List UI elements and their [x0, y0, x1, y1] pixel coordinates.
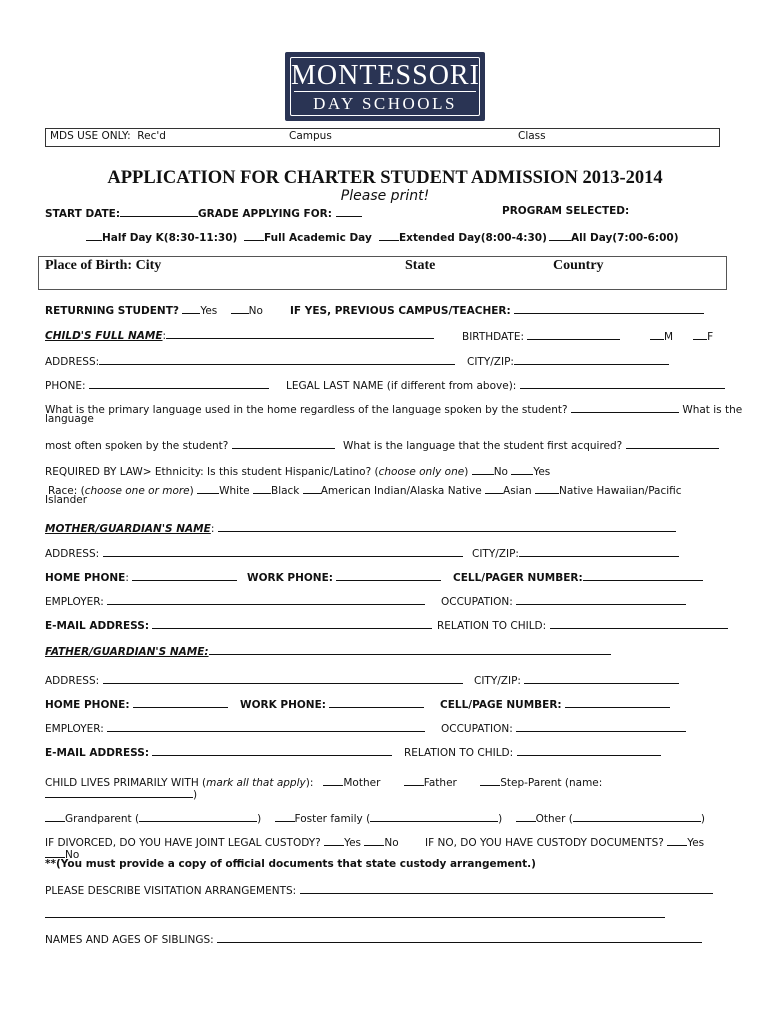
custody-docs-no-row: No [45, 846, 79, 861]
sex-row: M F [650, 328, 713, 343]
program-selected-label: PROGRAM SELECTED: [502, 205, 630, 217]
father-email-field[interactable] [152, 744, 392, 756]
father-relation-field[interactable] [517, 744, 661, 756]
mother-email-field[interactable] [152, 617, 432, 629]
sex-f-field[interactable] [693, 328, 707, 340]
lives-with-row: CHILD LIVES PRIMARILY WITH (mark all that apply): Mother Father Step-Parent (name: [45, 774, 602, 789]
hispanic-yes-field[interactable] [511, 463, 533, 475]
program-extended-day[interactable]: Extended Day(8:00-4:30) [379, 229, 547, 244]
child-phone-row: PHONE: [45, 377, 269, 392]
start-date-row: START DATE: GRADE APPLYING FOR: [45, 205, 362, 220]
custody-docs-yes[interactable] [667, 834, 687, 846]
mother-occupation-row: OCCUPATION: [441, 593, 686, 608]
program-full-academic[interactable]: Full Academic Day [244, 229, 372, 244]
ethnicity-row: REQUIRED BY LAW> Ethnicity: Is this student Hispanic/Latino? (choose only one) No Yes [45, 463, 550, 478]
mother-cell-row: CELL/PAGER NUMBER: [453, 569, 703, 584]
logo-line1: MONTESSORI [291, 60, 480, 91]
father-occupation-field[interactable] [516, 720, 686, 732]
father-cell-row: CELL/PAGE NUMBER: [440, 696, 670, 711]
father-home-phone-field[interactable] [133, 696, 228, 708]
father-occupation-row: OCCUPATION: [441, 720, 686, 735]
joint-custody-row: IF DIVORCED, DO YOU HAVE JOINT LEGAL CUSTODY? Yes No [45, 834, 399, 849]
mother-home-phone-field[interactable] [132, 569, 237, 581]
school-logo [285, 52, 485, 121]
father-home-phone-row: HOME PHONE: [45, 696, 228, 711]
child-address-row: ADDRESS: [45, 353, 455, 368]
father-cityzip-field[interactable] [524, 672, 679, 684]
birthdate-row: BIRTHDATE: [462, 328, 620, 343]
custody-docs-no[interactable] [45, 846, 65, 858]
father-relation-row: RELATION TO CHILD: [404, 744, 661, 759]
custody-docs-row: IF NO, DO YOU HAVE CUSTODY DOCUMENTS? Yes [425, 834, 704, 849]
hispanic-no-field[interactable] [472, 463, 494, 475]
race-islander-wrap: Islander [45, 494, 88, 506]
mother-occupation-field[interactable] [516, 593, 686, 605]
child-name-row: CHILD'S FULL NAME: [45, 327, 434, 342]
mother-name-row: MOTHER/GUARDIAN'S NAME: [45, 520, 676, 535]
joint-custody-yes[interactable] [324, 834, 344, 846]
language-wrap: language [45, 413, 94, 425]
child-cityzip-row: CITY/ZIP: [467, 353, 669, 368]
mother-work-phone-row: WORK PHONE: [247, 569, 441, 584]
sex-m-field[interactable] [650, 328, 664, 340]
primary-language-row: What is the primary language used in the home regardless of the language spoken by the student? What is the [45, 401, 742, 416]
mother-address-row: ADDRESS: [45, 545, 463, 560]
lives-mother-field[interactable] [323, 774, 343, 786]
page-subtitle: Please print! [340, 188, 430, 204]
mother-employer-row: EMPLOYER: [45, 593, 425, 608]
first-language-row: What is the language that the student first acquired? [343, 437, 719, 452]
lives-step-field[interactable] [480, 774, 500, 786]
father-work-phone-field[interactable] [329, 696, 424, 708]
mother-address-field[interactable] [103, 545, 463, 557]
father-address-row: ADDRESS: [45, 672, 463, 687]
mother-cell-field[interactable] [583, 569, 703, 581]
foster-field[interactable] [370, 810, 498, 822]
visitation-field[interactable] [300, 882, 713, 894]
mother-email-row: E-MAIL ADDRESS: [45, 617, 432, 632]
mother-relation-field[interactable] [550, 617, 728, 629]
father-work-phone-row: WORK PHONE: [240, 696, 424, 711]
father-employer-field[interactable] [107, 720, 425, 732]
grandparent-field[interactable] [139, 810, 257, 822]
first-language-field[interactable] [626, 437, 719, 449]
state-label: State [405, 258, 436, 273]
step-parent-name-row: ) [45, 786, 197, 801]
page-title: APPLICATION FOR CHARTER STUDENT ADMISSION 2013-2014 [107, 168, 663, 188]
legal-last-name-field[interactable] [520, 377, 725, 389]
child-cityzip-field[interactable] [514, 353, 669, 365]
returning-no-field[interactable] [231, 302, 249, 314]
spoken-language-row: most often spoken by the student? [45, 437, 335, 452]
father-email-row: E-MAIL ADDRESS: [45, 744, 392, 759]
child-address-field[interactable] [99, 353, 455, 365]
mother-cityzip-field[interactable] [519, 545, 679, 557]
office-use-campus: Campus [289, 130, 332, 142]
step-parent-name-field[interactable] [45, 786, 193, 798]
father-cell-field[interactable] [565, 696, 670, 708]
program-half-day[interactable]: Half Day K(8:30-11:30) [86, 229, 237, 244]
country-label: Country [553, 258, 604, 273]
visitation-row: PLEASE DESCRIBE VISITATION ARRANGEMENTS: [45, 882, 713, 897]
mother-relation-row: RELATION TO CHILD: [437, 617, 728, 632]
father-employer-row: EMPLOYER: [45, 720, 425, 735]
siblings-row: NAMES AND AGES OF SIBLINGS: [45, 931, 702, 946]
mother-name-field[interactable] [218, 520, 676, 532]
mother-work-phone-field[interactable] [336, 569, 441, 581]
siblings-field[interactable] [217, 931, 702, 943]
office-use-class: Class [518, 130, 546, 142]
office-use-label: MDS USE ONLY: Rec'd [50, 130, 166, 142]
mother-home-phone-row: HOME PHONE: [45, 569, 237, 584]
child-phone-field[interactable] [89, 377, 269, 389]
father-address-field[interactable] [103, 672, 463, 684]
returning-student-row: RETURNING STUDENT? Yes No [45, 302, 263, 317]
lives-father-field[interactable] [404, 774, 424, 786]
start-date-field[interactable] [120, 205, 198, 217]
returning-yes-field[interactable] [182, 302, 200, 314]
place-of-birth-label: Place of Birth: City [45, 258, 162, 273]
program-all-day[interactable]: All Day(7:00-6:00) [549, 229, 679, 244]
birthdate-field[interactable] [527, 328, 620, 340]
father-name-row: FATHER/GUARDIAN'S NAME: [45, 643, 611, 658]
mother-employer-field[interactable] [107, 593, 425, 605]
father-cityzip-row: CITY/ZIP: [474, 672, 679, 687]
lives-other-row: Grandparent ( ) Foster family ( ) Other ( ) [45, 810, 705, 825]
previous-campus-row: IF YES, PREVIOUS CAMPUS/TEACHER: [290, 302, 704, 317]
child-name-field[interactable] [166, 327, 434, 339]
spoken-language-field[interactable] [232, 437, 335, 449]
race-row: Race: (choose one or more) White Black American Indian/Alaska Native Asian Native Hawaiian/Pacific [48, 482, 682, 497]
joint-custody-no[interactable] [364, 834, 384, 846]
visitation-line2[interactable] [45, 906, 665, 921]
other-field[interactable] [573, 810, 701, 822]
previous-campus-field[interactable] [514, 302, 704, 314]
logo-line2: DAY SCHOOLS [313, 94, 457, 113]
grade-field[interactable] [336, 205, 362, 217]
custody-note: **(You must provide a copy of official documents that state custody arrangement.) [45, 858, 536, 870]
primary-language-field[interactable] [571, 401, 679, 413]
father-name-field[interactable] [209, 643, 611, 655]
legal-last-name-row: LEGAL LAST NAME (if different from above): [286, 377, 725, 392]
mother-cityzip-row: CITY/ZIP: [472, 545, 679, 560]
